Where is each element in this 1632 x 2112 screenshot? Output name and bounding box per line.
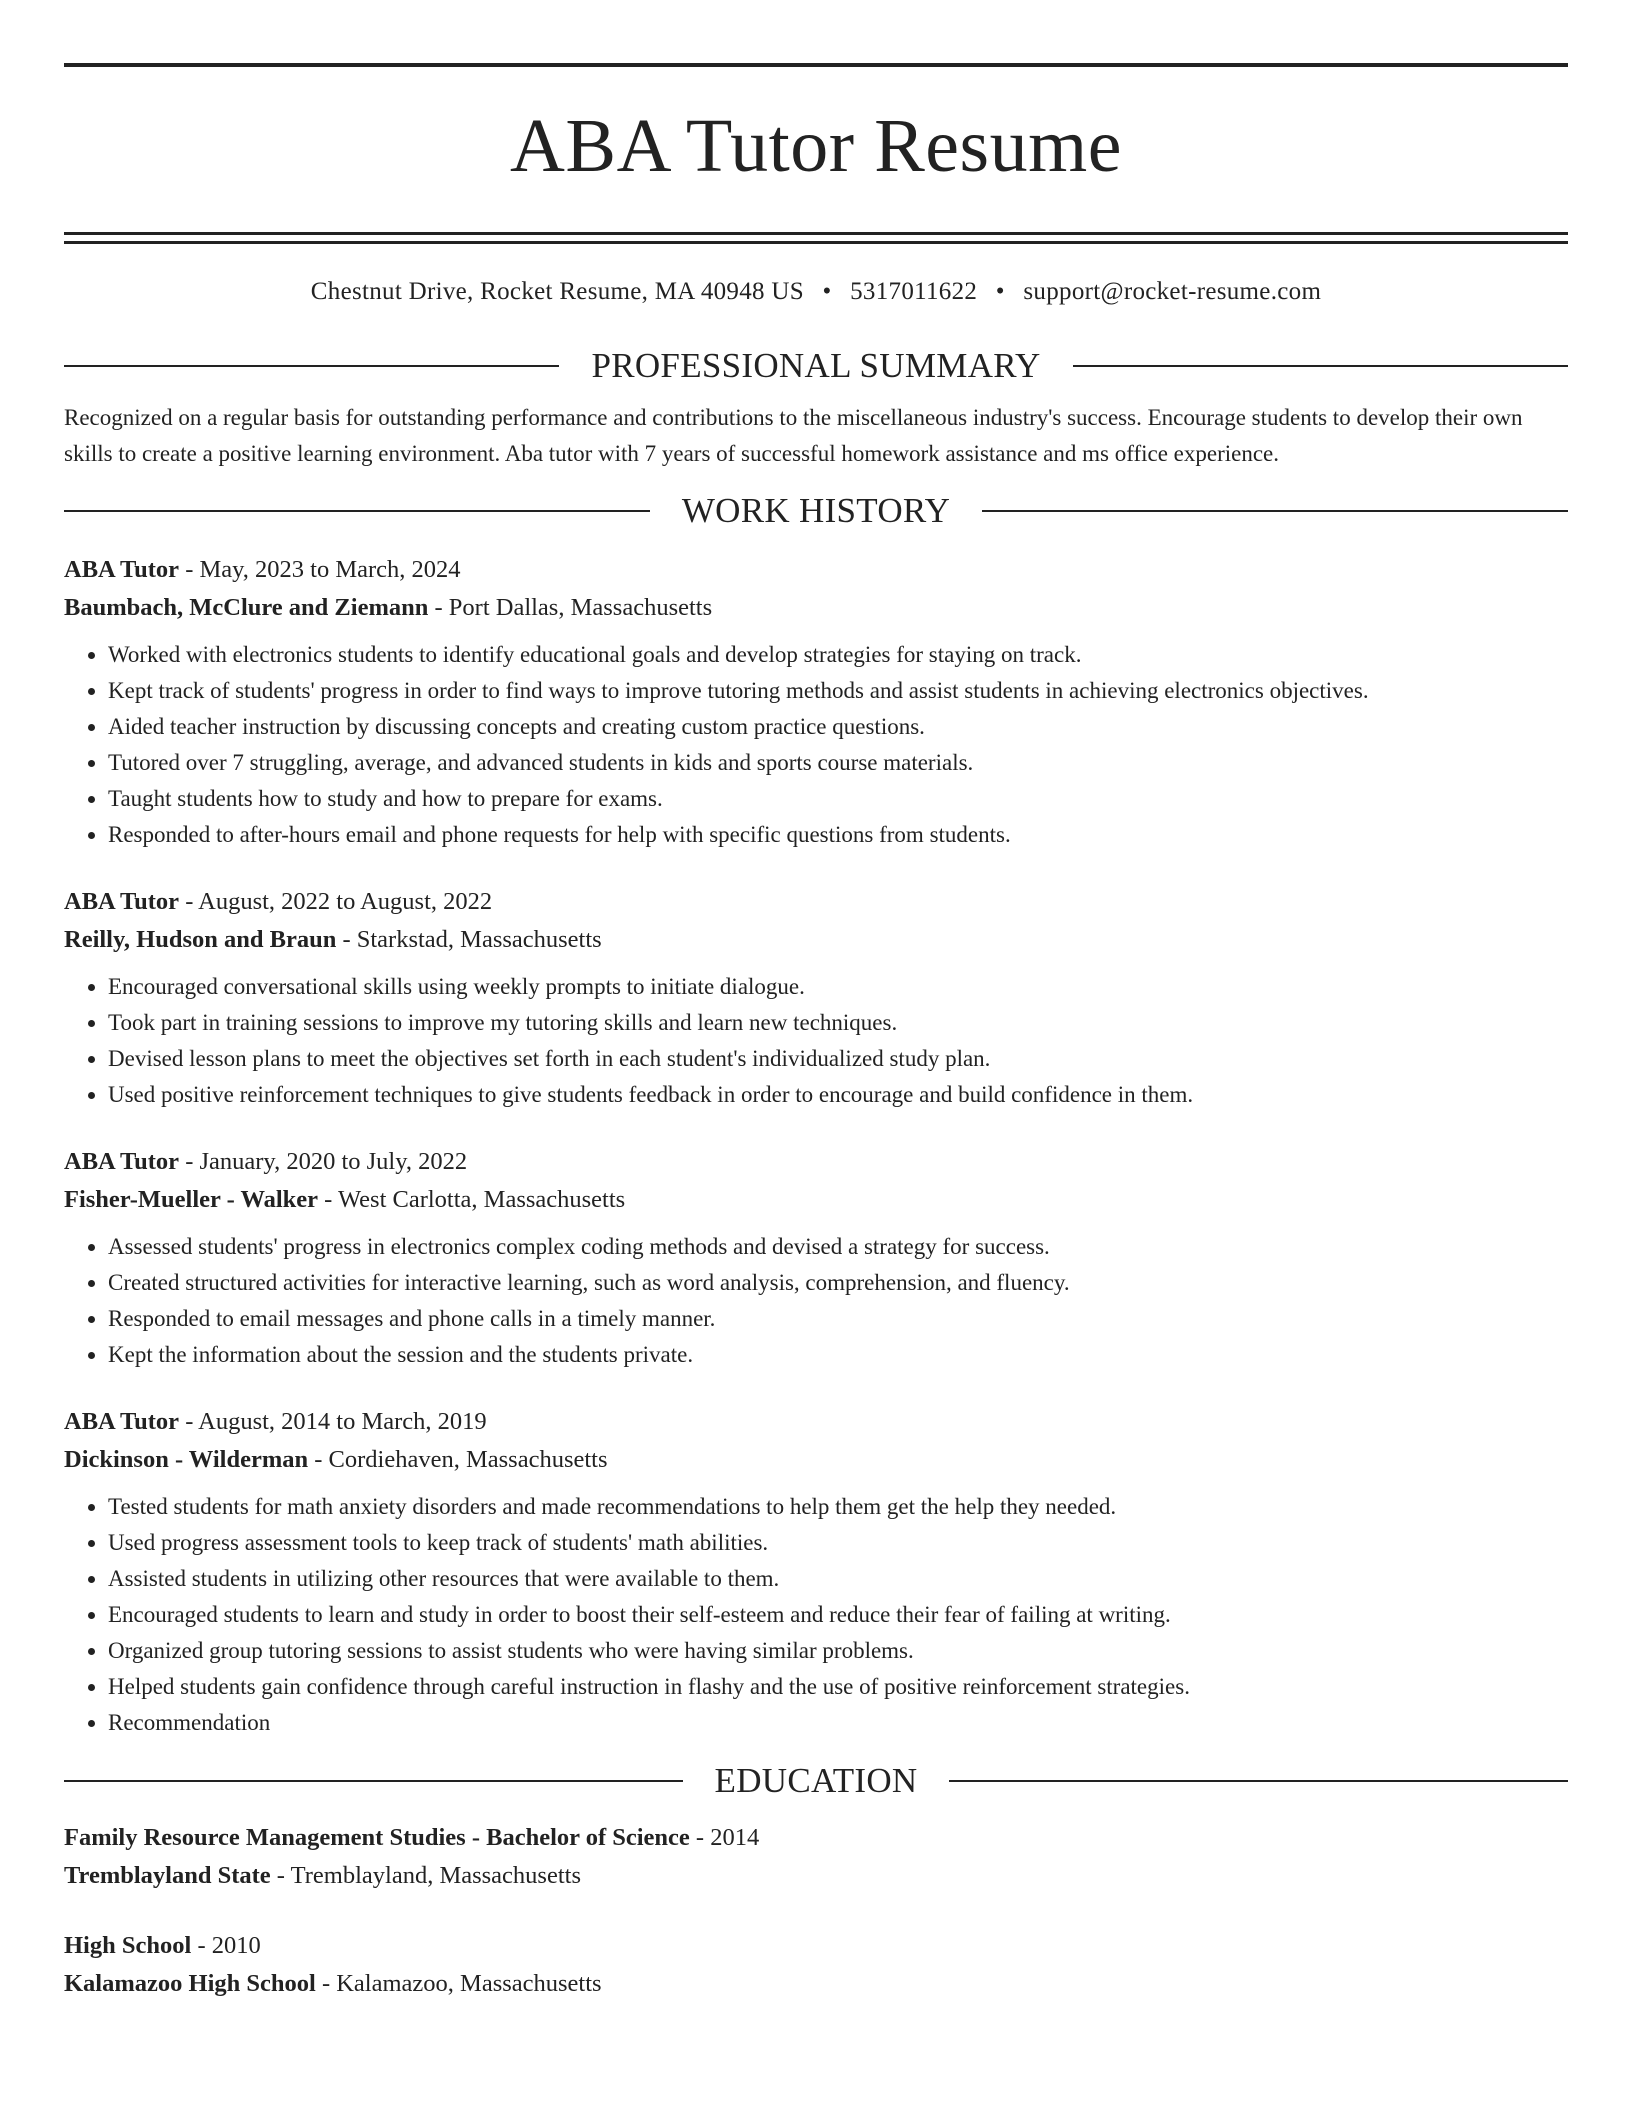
job-dates: - August, 2014 to March, 2019 — [179, 1408, 487, 1435]
degree-line — [64, 1927, 1568, 1965]
employer-name: Baumbach, McClure and Ziemann — [64, 594, 429, 621]
section-heading-education — [64, 1759, 1568, 1803]
list-item: • Aided teacher instruction by discussing concepts and creating custom practice questions. — [108, 709, 1568, 745]
professional-summary: Recognized on a regular basis for outstanding performance and contributions to the miscellaneous industry's success. Encourage students to develop their own skills to create a positive learning environment. Aba tutor with 7 years of successful homework assistance and ms office experience. — [64, 405, 1523, 466]
list-item: • Recommendation — [108, 1705, 1568, 1741]
list-item: • Encouraged conversational skills using weekly prompts to initiate dialogue. — [108, 969, 1568, 1005]
employer-location: - Port Dallas, Massachusetts — [428, 594, 713, 621]
employer-location: - West Carlotta, Massachusetts — [318, 1186, 626, 1213]
job-title-line — [64, 1143, 1568, 1181]
list-item: • Responded to email messages and phone calls in a timely manner. — [108, 1301, 1568, 1337]
list-item: • Taught students how to study and how to prepare for exams. — [108, 781, 1568, 817]
job-bullets — [64, 637, 1568, 853]
contact-separator: • — [995, 278, 1005, 305]
employer-line — [64, 589, 1568, 627]
degree-year: - 2014 — [689, 1824, 760, 1851]
title-double-divider — [64, 232, 1568, 244]
school-line — [64, 1857, 1568, 1895]
work-history-list — [64, 551, 1568, 1741]
job-title-line — [64, 1403, 1568, 1441]
job-entry — [64, 551, 1568, 853]
list-item: • Used progress assessment tools to keep track of students' math abilities. — [108, 1525, 1568, 1561]
education-list — [64, 1819, 1568, 2003]
job-title-line — [64, 883, 1568, 921]
list-item: • Devised lesson plans to meet the objectives set forth in each student's individualized study plan. — [108, 1041, 1568, 1077]
employer-name: Reilly, Hudson and Braun — [64, 926, 337, 953]
school-location: - Kalamazoo, Massachusetts — [315, 1970, 602, 1997]
section-heading-text: WORK HISTORY — [681, 491, 951, 530]
job-bullets — [64, 1489, 1568, 1741]
resume-title: ABA Tutor Resume — [510, 104, 1122, 188]
employer-location: - Cordiehaven, Massachusetts — [308, 1446, 608, 1473]
job-dates: - January, 2020 to July, 2022 — [179, 1148, 468, 1175]
employer-location: - Starkstad, Massachusetts — [336, 926, 602, 953]
degree-line — [64, 1819, 1568, 1857]
school-name: Kalamazoo High School — [64, 1970, 316, 1997]
list-item: • Organized group tutoring sessions to assist students who were having similar problems. — [108, 1633, 1568, 1669]
list-item: • Tutored over 7 struggling, average, and advanced students in kids and sports course materials. — [108, 745, 1568, 781]
list-item: • Helped students gain confidence through careful instruction in flashy and the use of positive reinforcement strategies. — [108, 1669, 1568, 1705]
job-bullets — [64, 969, 1568, 1113]
contact-separator: • — [822, 278, 832, 305]
degree-name: Family Resource Management Studies - Bachelor of Science — [64, 1824, 690, 1851]
job-dates: - August, 2022 to August, 2022 — [179, 888, 493, 915]
school-line — [64, 1965, 1568, 2003]
contact-line — [64, 275, 1568, 309]
job-entry — [64, 883, 1568, 1113]
list-item: • Took part in training sessions to improve my tutoring skills and learn new techniques. — [108, 1005, 1568, 1041]
employer-line — [64, 1181, 1568, 1219]
resume-page — [64, 0, 1568, 2003]
employer-name: Dickinson - Wilderman — [64, 1446, 309, 1473]
job-title: ABA Tutor — [64, 556, 180, 583]
job-entry — [64, 1143, 1568, 1373]
job-title-line — [64, 551, 1568, 589]
section-heading-text: PROFESSIONAL SUMMARY — [591, 346, 1041, 385]
employer-line — [64, 921, 1568, 959]
job-title: ABA Tutor — [64, 888, 180, 915]
degree-year: - 2010 — [191, 1932, 261, 1959]
list-item: • Assisted students in utilizing other resources that were available to them. — [108, 1561, 1568, 1597]
section-heading-summary — [64, 344, 1568, 388]
employer-line — [64, 1441, 1568, 1479]
list-item: • Tested students for math anxiety disorders and made recommendations to help them get the help they needed. — [108, 1489, 1568, 1525]
section-heading-text: EDUCATION — [714, 1761, 918, 1800]
list-item: • Kept the information about the session and the students private. — [108, 1337, 1568, 1373]
list-item: • Responded to after-hours email and phone requests for help with specific questions from students. — [108, 817, 1568, 853]
top-divider — [64, 63, 1568, 67]
contact-email: support@rocket-resume.com — [1023, 278, 1322, 305]
job-entry — [64, 1403, 1568, 1741]
job-dates: - May, 2023 to March, 2024 — [179, 556, 461, 583]
job-title: ABA Tutor — [64, 1408, 180, 1435]
list-item: • Worked with electronics students to identify educational goals and develop strategies for staying on track. — [108, 637, 1568, 673]
job-title: ABA Tutor — [64, 1148, 180, 1175]
list-item: • Kept track of students' progress in order to find ways to improve tutoring methods and assist students in achieving electronics objectives. — [108, 673, 1568, 709]
contact-address: Chestnut Drive, Rocket Resume, MA 40948 US — [310, 278, 804, 305]
contact-phone: 5317011622 — [850, 278, 978, 305]
list-item: • Used positive reinforcement techniques to give students feedback in order to encourage and build confidence in them. — [108, 1077, 1568, 1113]
section-heading-work-history — [64, 489, 1568, 533]
list-item: • Assessed students' progress in electronics complex coding methods and devised a strategy for success. — [108, 1229, 1568, 1265]
education-entry — [64, 1819, 1568, 1895]
education-entry — [64, 1927, 1568, 2003]
school-name: Tremblayland State — [64, 1862, 271, 1889]
list-item: • Created structured activities for interactive learning, such as word analysis, comprehension, and fluency. — [108, 1265, 1568, 1301]
employer-name: Fisher-Mueller - Walker — [64, 1186, 319, 1213]
school-location: - Tremblayland, Massachusetts — [270, 1862, 581, 1889]
job-bullets — [64, 1229, 1568, 1373]
degree-name: High School — [64, 1932, 192, 1959]
list-item: • Encouraged students to learn and study in order to boost their self-esteem and reduce their fear of failing at writing. — [108, 1597, 1568, 1633]
